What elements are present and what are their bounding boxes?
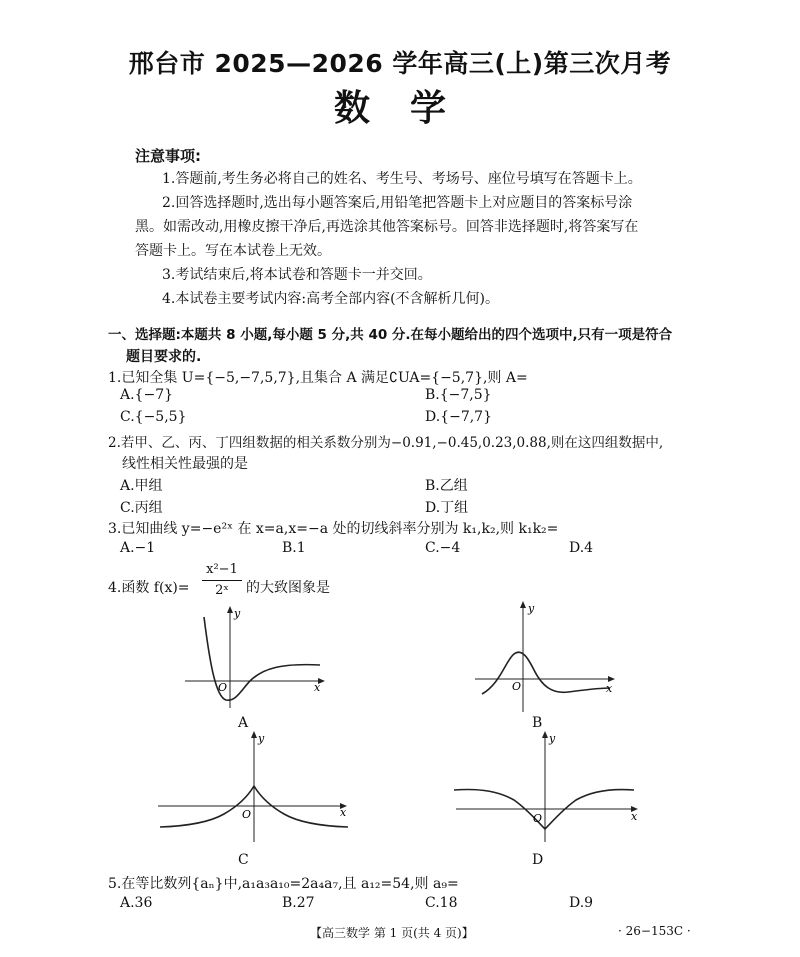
section-heading-line-1: 一、选择题:本题共 8 小题,每小题 5 分,共 40 分.在每小题给出的四个选项中,只有一项是符合: [108, 327, 673, 343]
q4-graph-d-caption: D: [532, 852, 544, 868]
q4-graph-c: [150, 730, 355, 845]
exam-title: 邢台市 2025—2026 学年高三(上)第三次月考: [128, 49, 672, 78]
q1-option-b: B.{−7,5}: [425, 387, 492, 403]
q2-option-a: A.甲组: [120, 478, 163, 494]
axis-y-label: y: [258, 732, 265, 745]
q5-option-c: C.18: [425, 895, 458, 911]
q4-stem-prefix: 4.函数 f(x)=: [108, 580, 190, 596]
q2-stem-line-2: 线性相关性最强的是: [122, 456, 248, 472]
q5-option-d: D.9: [569, 895, 594, 911]
notice-item-3: 3.考试结束后,将本试卷和答题卡一并交回。: [162, 267, 432, 283]
q4-graph-b-caption: B: [532, 715, 543, 731]
q4-graph-b: [470, 600, 620, 715]
q3-option-b: B.1: [282, 540, 306, 556]
q3-option-d: D.4: [569, 540, 594, 556]
q3-option-c: C.−4: [425, 540, 461, 556]
notice-heading: 注意事项:: [135, 147, 201, 165]
q1-option-c: C.{−5,5}: [120, 409, 187, 425]
origin-label: O: [242, 808, 252, 821]
q4-fraction-denominator: 2ˣ: [215, 583, 229, 598]
q1-option-d: D.{−7,7}: [425, 409, 492, 425]
notice-item-2-line-1: 2.回答选择题时,选出每小题答案后,用铅笔把答题卡上对应题目的答案标号涂: [162, 195, 633, 211]
q5-option-a: A.36: [120, 895, 153, 911]
footer-page-info: 【高三数学 第 1 页(共 4 页)】: [310, 926, 474, 940]
q2-option-c: C.丙组: [120, 500, 163, 516]
axis-x-label: x: [340, 806, 347, 819]
q4-fraction-numerator: x²−1: [206, 562, 238, 577]
origin-label: O: [218, 681, 228, 694]
q4-graph-c-caption: C: [238, 852, 249, 868]
q4-fraction-bar: [202, 580, 242, 581]
q4-graph-a: [180, 605, 330, 710]
axis-x-label: x: [631, 810, 638, 823]
q2-option-d: D.丁组: [425, 500, 469, 516]
origin-label: O: [533, 812, 543, 825]
axis-x-label: x: [314, 681, 321, 694]
q3-stem: 3.已知曲线 y=−e²ˣ 在 x=a,x=−a 处的切线斜率分别为 k₁,k₂,则 k₁k₂=: [108, 521, 559, 537]
notice-item-4: 4.本试卷主要考试内容:高考全部内容(不含解析几何)。: [162, 291, 499, 307]
axis-x-label: x: [606, 682, 613, 695]
section-heading-line-2: 题目要求的.: [126, 349, 202, 365]
q5-option-b: B.27: [282, 895, 315, 911]
q4-graph-a-caption: A: [238, 715, 249, 731]
footer-code: · 26−153C ·: [618, 924, 691, 938]
notice-item-2-line-3: 答题卡上。写在本试卷上无效。: [135, 243, 331, 259]
q4-stem-suffix: 的大致图象是: [246, 580, 330, 596]
q3-option-a: A.−1: [120, 540, 156, 556]
axis-y-label: y: [549, 732, 556, 745]
q1-option-a: A.{−7}: [120, 387, 174, 403]
q1-stem: 1.已知全集 U={−5,−7,5,7},且集合 A 满足∁UA={−5,7},则 A=: [108, 370, 528, 386]
axis-y-label: y: [528, 602, 535, 615]
q2-option-b: B.乙组: [425, 478, 468, 494]
axis-y-label: y: [234, 607, 241, 620]
q2-stem-line-1: 2.若甲、乙、丙、丁四组数据的相关系数分别为−0.91,−0.45,0.23,0.88,则在这四组数据中,: [108, 435, 664, 451]
origin-label: O: [512, 680, 522, 693]
notice-item-1: 1.答题前,考生务必将自己的姓名、考生号、考场号、座位号填写在答题卡上。: [162, 171, 642, 187]
q4-graph-d: [448, 730, 648, 845]
subject-title: 数学: [333, 88, 486, 129]
notice-item-2-line-2: 黑。如需改动,用橡皮擦干净后,再选涂其他答案标号。回答非选择题时,将答案写在: [135, 219, 639, 235]
q5-stem: 5.在等比数列{aₙ}中,a₁a₃a₁₀=2a₄a₇,且 a₁₂=54,则 a₉=: [108, 876, 459, 892]
